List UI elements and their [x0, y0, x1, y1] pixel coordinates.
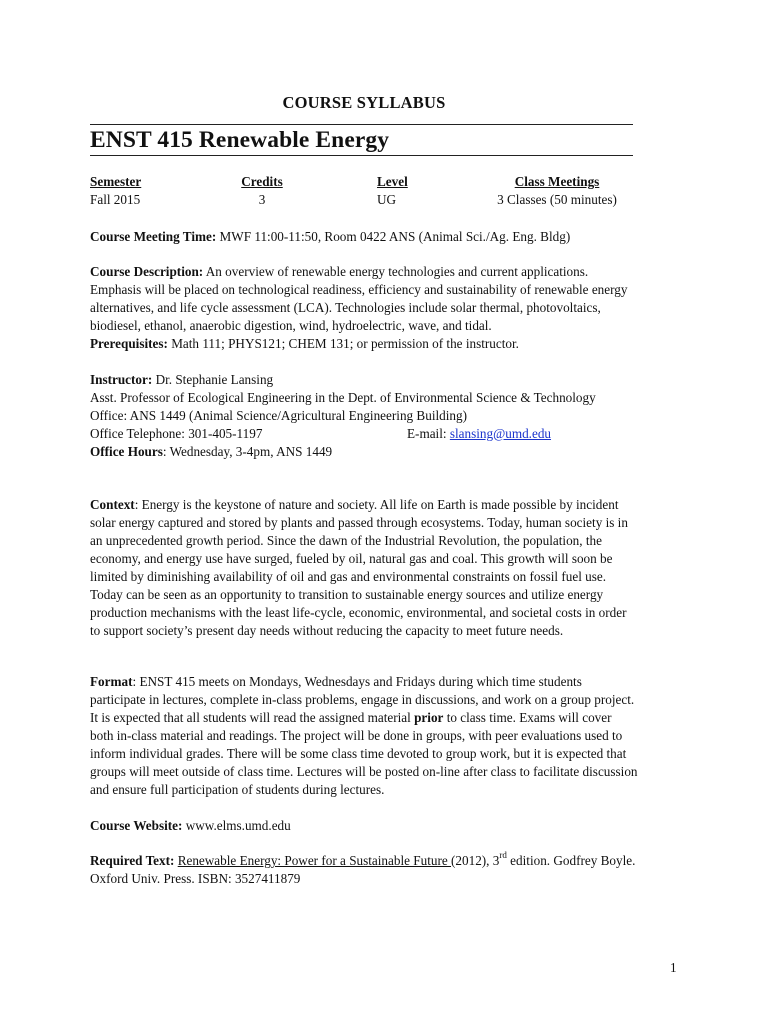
- email-group: [407, 425, 551, 443]
- book-title: Renewable Energy: Power for a Sustainable Future: [177, 853, 452, 868]
- book-year: (2012), 3: [451, 853, 500, 868]
- document-heading: COURSE SYLLABUS: [282, 93, 446, 112]
- context-section: [90, 496, 638, 640]
- email-label: E-mail:: [407, 426, 450, 441]
- format-text-a: : ENST 415 meets on Mondays, Wednesdays and Fridays during which time students participate in lectures, complete in-class problems, engage in discussions, and work on a group project. It is expected that all students will read the assigned material: [90, 674, 635, 725]
- class-meetings-value: 3 Classes (50 minutes): [497, 192, 617, 207]
- course-title: ENST 415 Renewable Energy: [90, 127, 390, 153]
- instructor-label: Instructor:: [90, 372, 153, 387]
- edition-superscript: rd: [499, 850, 507, 860]
- format-label: Format: [90, 674, 133, 689]
- prerequisites-text: Math 111; PHYS121; CHEM 131; or permission of the instructor.: [167, 336, 519, 351]
- instructor-office: Office: ANS 1449 (Animal Science/Agricultural Engineering Building): [90, 408, 467, 423]
- email-link[interactable]: slansing@umd.edu: [449, 426, 552, 441]
- meeting-time-label: Course Meeting Time:: [90, 229, 217, 244]
- level-header: Level: [377, 174, 408, 189]
- semester-value: Fall 2015: [90, 192, 141, 207]
- website-section: [90, 817, 638, 835]
- format-bold-word: prior: [414, 710, 444, 725]
- instructor-title: Asst. Professor of Ecological Engineering in the Dept. of Environmental Science & Technology: [90, 390, 596, 405]
- class-meetings-header: Class Meetings: [514, 174, 600, 189]
- course-info-table: [90, 173, 638, 209]
- description-text: An overview of renewable energy technologies and current applications. Emphasis will be placed on technological readiness, efficiency and sustainability of renewable energy alternatives, and life cycle assessment (LCA). Technologies include solar thermal, photovoltaics, biodiesel, ethanol, anaerobic digestion, wind, hydroelectric, wave, and tidal.: [90, 264, 628, 333]
- info-value-row: [90, 191, 638, 209]
- book-details: edition. Godfrey Boyle. Oxford Univ. Press. ISBN: 3527411879: [90, 853, 636, 886]
- office-hours-label: Office Hours: [90, 444, 163, 459]
- description-section: [90, 263, 638, 353]
- contact-line: [90, 425, 638, 443]
- info-header-row: [90, 173, 638, 191]
- context-text: : Energy is the keystone of nature and society. All life on Earth is made possible by incident solar energy captured and stored by plants and passed through ecosystems. Today, human society is in an unprecedented growth period. Since the dawn of the Industrial Revolution, the population, the economy, and energy use have surged, fueled by oil, natural gas and coal. This growth will soon be limited by diminishing availability of oil and gas and environmental constraints on fossil fuel use. Today can be seen as an opportunity to transition to sustainable energy sources and utilize energy production mechanisms with the least life-cycle, economic, environmental, and societal costs in order to support society’s present day needs without reducing the capacity to meet future needs.: [90, 497, 628, 638]
- meeting-time-section: [90, 228, 638, 246]
- office-hours-value: : Wednesday, 3-4pm, ANS 1449: [162, 444, 333, 459]
- required-text-section: [90, 852, 638, 888]
- website-value: www.elms.umd.edu: [182, 818, 291, 833]
- meeting-time-value: MWF 11:00-11:50, Room 0422 ANS (Animal Sci./Ag. Eng. Bldg): [216, 229, 571, 244]
- credits-header: Credits: [241, 174, 283, 189]
- instructor-section: [90, 371, 638, 461]
- format-text-b: to class time. Exams will cover both in-class material and readings. The project will be done in groups, with peer evaluations used to inform individual grades. There will be some class time devoted to group work, but it is expected that groups will meet outside of class time. Lectures will be posted on-line after class to facilitate discussion and ensure full participation of students during lectures.: [90, 710, 638, 797]
- level-value: UG: [377, 192, 397, 207]
- semester-header: Semester: [90, 174, 142, 189]
- page-number: 1: [670, 960, 677, 975]
- instructor-name: Dr. Stephanie Lansing: [152, 372, 274, 387]
- required-text-label: Required Text:: [90, 853, 175, 868]
- course-title-block: [90, 124, 633, 156]
- prerequisites-label: Prerequisites:: [90, 336, 168, 351]
- format-section: [90, 673, 638, 799]
- credits-value: 3: [258, 192, 266, 207]
- description-label: Course Description:: [90, 264, 204, 279]
- website-label: Course Website:: [90, 818, 183, 833]
- context-label: Context: [90, 497, 135, 512]
- instructor-phone: Office Telephone: 301-405-1197: [90, 426, 263, 441]
